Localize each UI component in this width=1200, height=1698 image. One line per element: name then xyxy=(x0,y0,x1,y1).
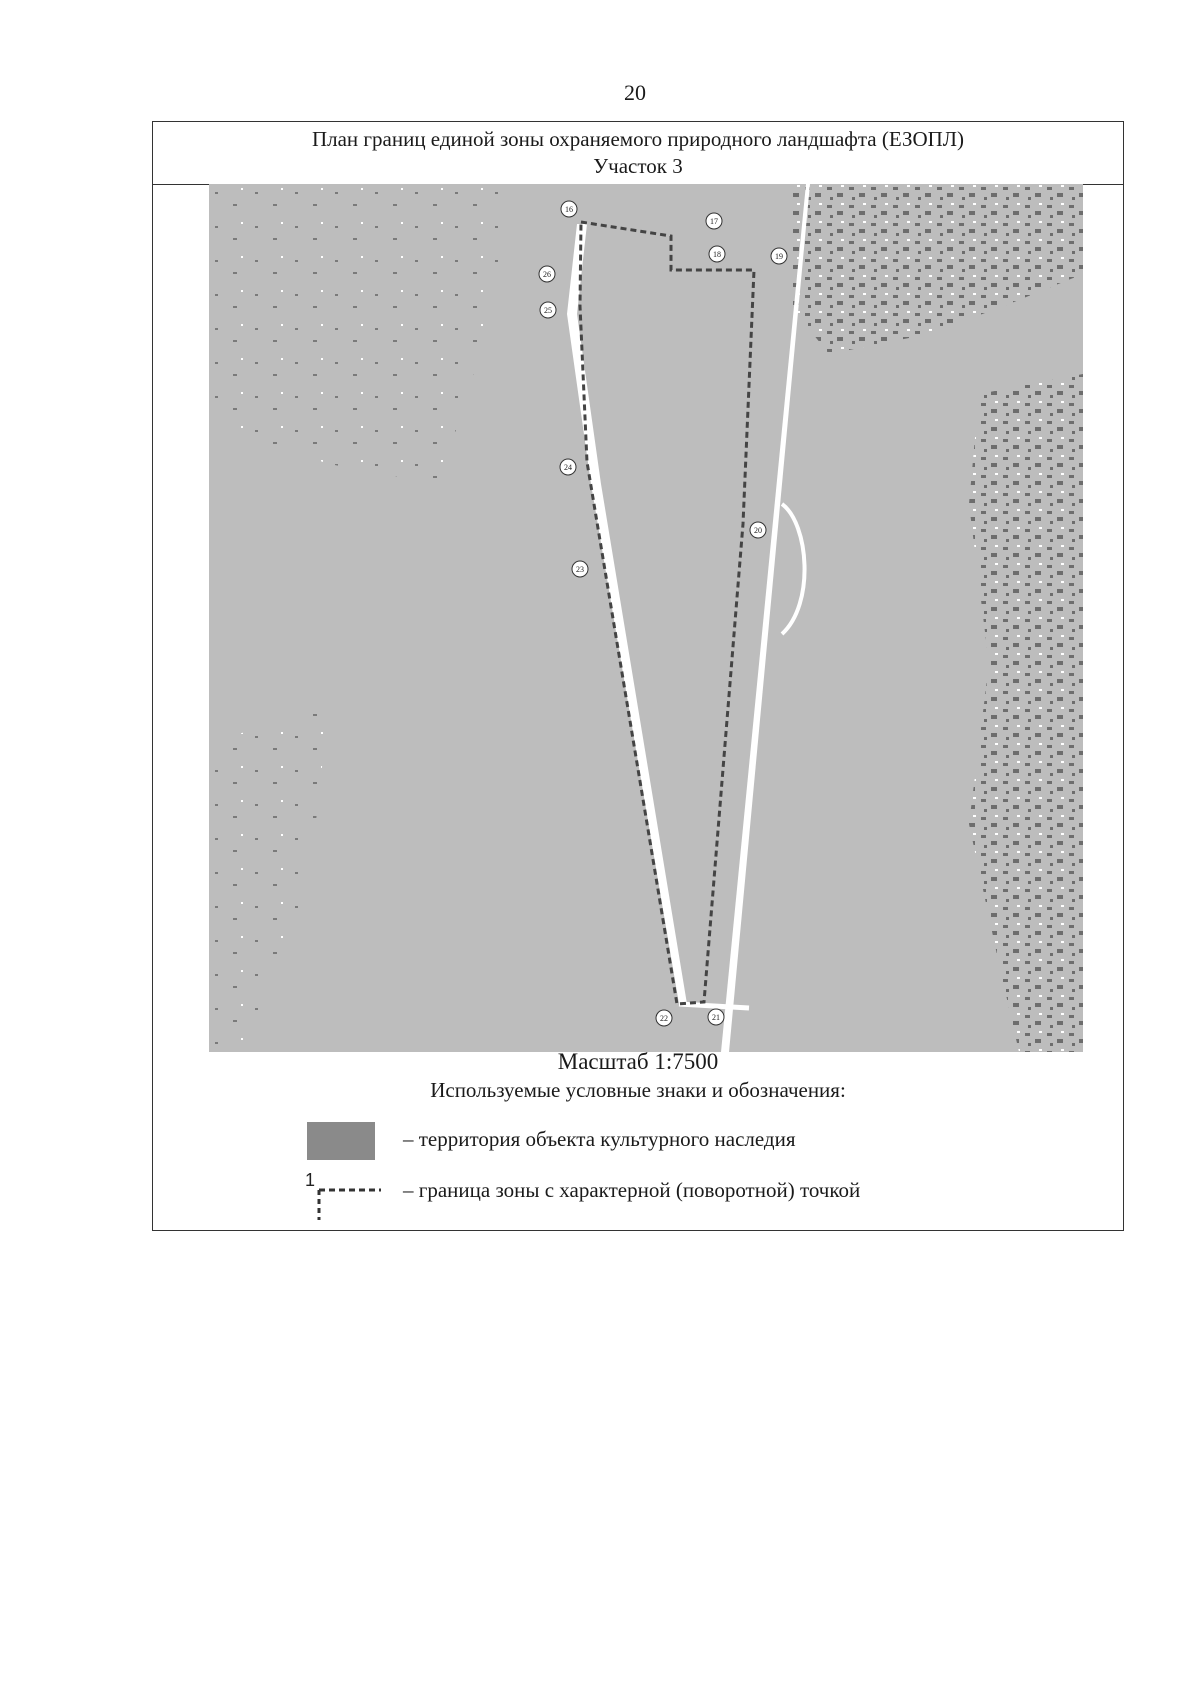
point-24 xyxy=(560,459,576,475)
boundary-symbol-number: 1 xyxy=(305,1170,316,1190)
point-23 xyxy=(572,561,588,577)
point-label-23: 23 xyxy=(576,565,584,574)
point-label-19: 19 xyxy=(775,252,783,261)
legend-text-boundary: – граница зоны с характерной (поворотной) точкой xyxy=(403,1178,861,1202)
map-image xyxy=(209,184,1083,1052)
point-label-21: 21 xyxy=(712,1013,720,1022)
heritage-swatch xyxy=(307,1122,375,1160)
map-title-line2: Участок 3 xyxy=(593,154,683,178)
legend-item-heritage xyxy=(153,1122,1123,1172)
point-20 xyxy=(750,522,766,538)
point-label-26: 26 xyxy=(543,270,551,279)
legend-title: Используемые условные знаки и обозначения: xyxy=(430,1078,846,1102)
map-title xyxy=(153,122,1123,185)
point-16 xyxy=(561,201,577,217)
point-label-20: 20 xyxy=(754,526,762,535)
point-17 xyxy=(706,213,722,229)
point-label-25: 25 xyxy=(544,306,552,315)
legend-item-boundary xyxy=(153,1168,1123,1218)
legend-text-heritage: – территория объекта культурного наследия xyxy=(403,1127,796,1151)
page-number: 20 xyxy=(624,80,646,105)
point-label-22: 22 xyxy=(660,1014,668,1023)
point-19 xyxy=(771,248,787,264)
point-25 xyxy=(540,302,556,318)
point-21 xyxy=(708,1009,724,1025)
map-scale: Масштаб 1:7500 xyxy=(557,1049,719,1074)
point-18 xyxy=(709,246,725,262)
point-label-16: 16 xyxy=(565,205,573,214)
map-title-line1: План границ единой зоны охраняемого природного ландшафта (ЕЗОПЛ) xyxy=(311,127,965,151)
map-frame xyxy=(152,121,1124,1231)
boundary-symbol-icon xyxy=(301,1168,391,1228)
point-label-18: 18 xyxy=(713,250,721,259)
point-label-24: 24 xyxy=(564,463,572,472)
point-26 xyxy=(539,266,555,282)
point-22 xyxy=(656,1010,672,1026)
point-label-17: 17 xyxy=(710,217,718,226)
